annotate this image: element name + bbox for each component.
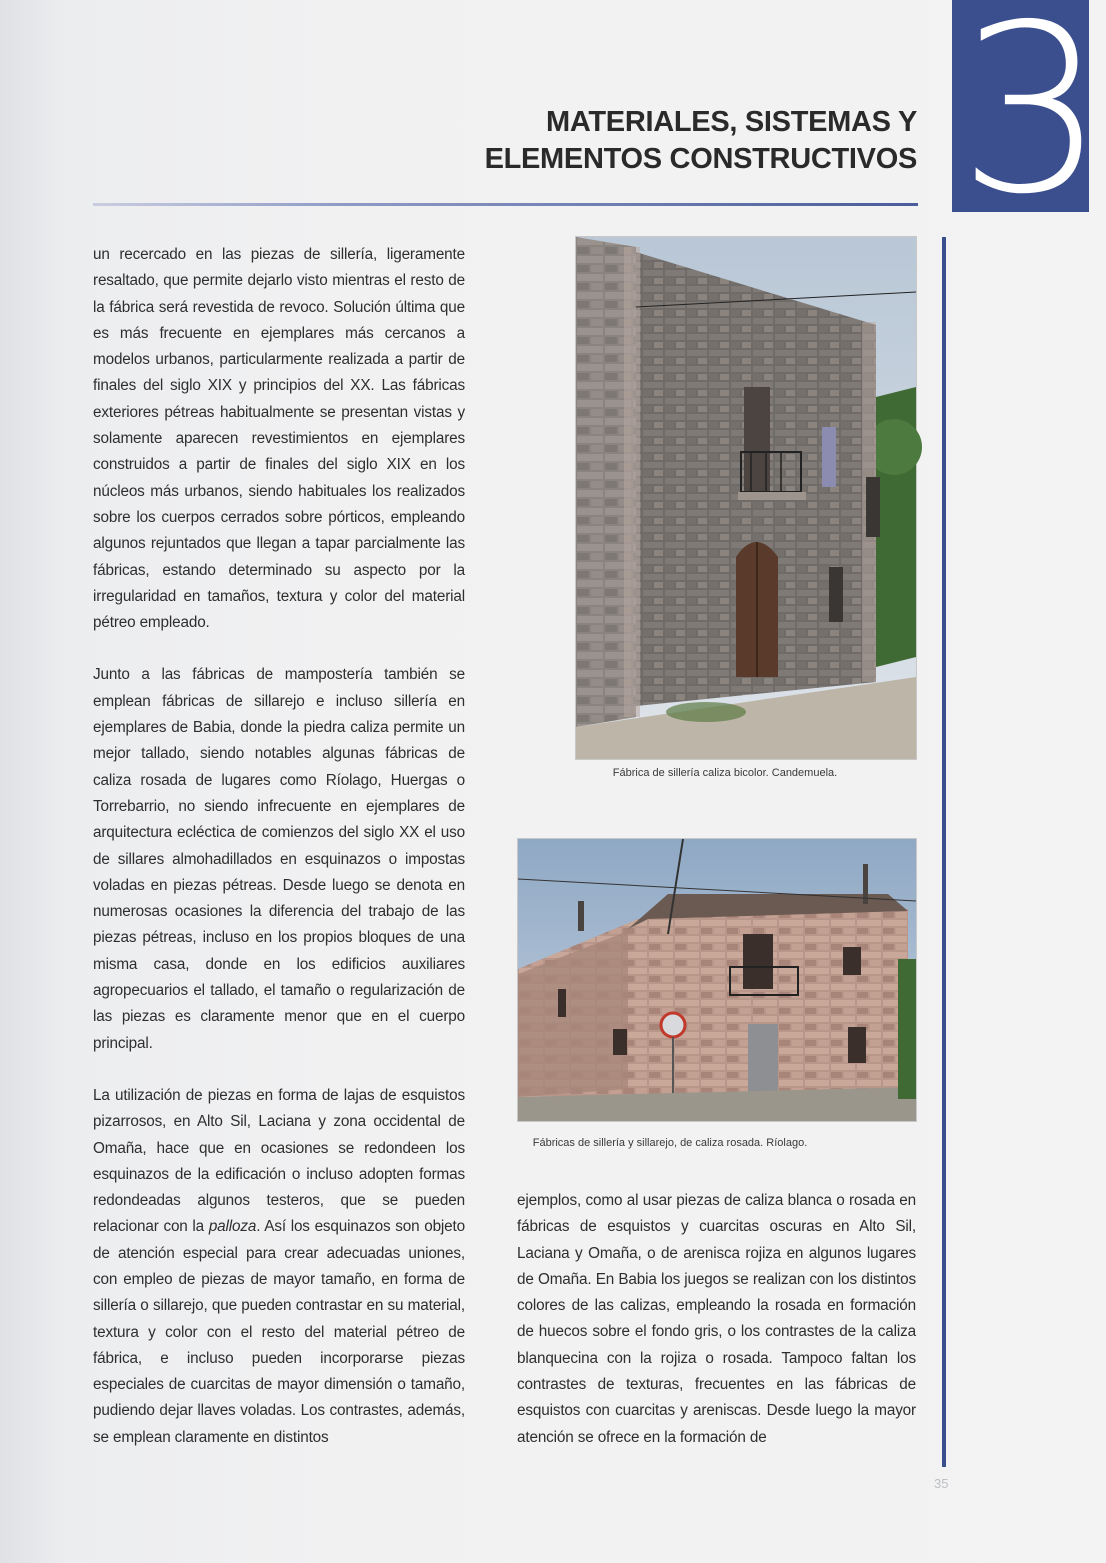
figure-photo-candemuela (575, 236, 917, 760)
paragraph: un recercado en las piezas de sillería, ligeramente resaltado, que permite dejarlo visto mientras el resto de la fábrica será revestida de revoco. Solución última que es más frecuente en ejemplares más cercanos a modelos urbanos, particularmente realizada a partir de finales del siglo XIX y principios del XX. Las fábricas exteriores pétreas habitualmente se presentan vistas y solamente aparecen revestimientos en ejemplares construidos a partir de finales del siglo XIX en los núcleos más urbanos, siendo habituales los realizados sobre los cuerpos cerrados sobre pórticos, empleando algunos rejuntados que llegan a tapar parcialmente las fábricas, estando determinado su aspecto por la irregularidad en tamaños, textura y color del material pétreo empleado. (93, 246, 465, 632)
paragraph-text: La utilización de piezas en forma de lajas de esquistos pizarrosos, en Alto Sil, Laciana y zona occidental de Omaña, hace que en ocasiones se redondeen los esquinazos de la edificación o incluso adopten formas redondeadas algunos testeros, que se pueden relacionar con la (93, 1086, 465, 1236)
paragraph: ejemplos, como al usar piezas de caliza blanca o rosada en fábricas de esquistos y cuarcitas oscuras en Alto Sil, Laciana y Omaña, o de arenisca rojiza en algunos lugares de Omaña. En Babia los juegos se realizan con los distintos colores de las calizas, empleando la rosada en formación de huecos sobre el fondo gris, o los contrastes de la caliza blanquecina con la rojiza o rosada. Tampoco faltan los contrastes de texturas, frecuentes en las fábricas de esquistos con cuarcitas y areniscas. Desde luego la mayor atención se ofrece en la formación de (517, 1192, 916, 1446)
figure-caption: Fábrica de sillería caliza bicolor. Candemuela. (612, 767, 838, 779)
title-underline (93, 203, 918, 206)
chapter-number: 3 (958, 0, 1106, 245)
left-text-column (93, 242, 465, 1451)
italic-term: palloza (208, 1218, 257, 1236)
paragraph: Junto a las fábricas de mampostería también se emplean fábricas de sillarejo e incluso sillería en ejemplares de Babia, donde la piedra caliza permite un mejor tallado, siendo notables algunas fábricas de caliza rosada de lugares como Ríolago, Huergas o Torrebarrio, no siendo infrecuente en ejemplares de arquitectura ecléctica de comienzos del siglo XX el uso de sillares almohadillados en esquinazos o impostas voladas en piezas pétreas. Desde luego se denota en numerosas ocasiones la diferencia del trabajo de las piezas pétreas, incluso en los propios bloques de una misma casa, donde en los edificios auxiliares agropecuarios el tallado, el tamaño o regularización de las piezas es claramente menor que en el cuerpo principal. (93, 666, 465, 1052)
chapter-title-line-1: MATERIALES, SISTEMAS Y (546, 106, 917, 138)
right-text-column (517, 1188, 916, 1451)
chapter-title-line-2: ELEMENTOS CONSTRUCTIVOS (484, 143, 917, 175)
chapter-number-box (952, 0, 1106, 245)
paragraph (93, 1083, 465, 1451)
chapter-title (317, 104, 917, 178)
paragraph-text: . Así los esquinazos son objeto de atención especial para crear adecuadas uniones, con empleo de piezas de mayor tamaño, en forma de sillería o sillarejo, que pueden contrastar en su material, textura y color con el resto del material pétreo de fábrica, e incluso pueden incorporarse piezas especiales de cuarcitas de mayor dimensión o tamaño, pudiendo dejar llaves voladas. Los contrastes, además, se emplean claramente en distintos (93, 1218, 465, 1446)
side-accent-rule (942, 237, 946, 1467)
page-number: 35 (934, 1476, 949, 1491)
figure-photo-riolago (517, 838, 917, 1122)
figure-caption: Fábricas de sillería y sillarejo, de caliza rosada. Ríolago. (532, 1137, 808, 1149)
